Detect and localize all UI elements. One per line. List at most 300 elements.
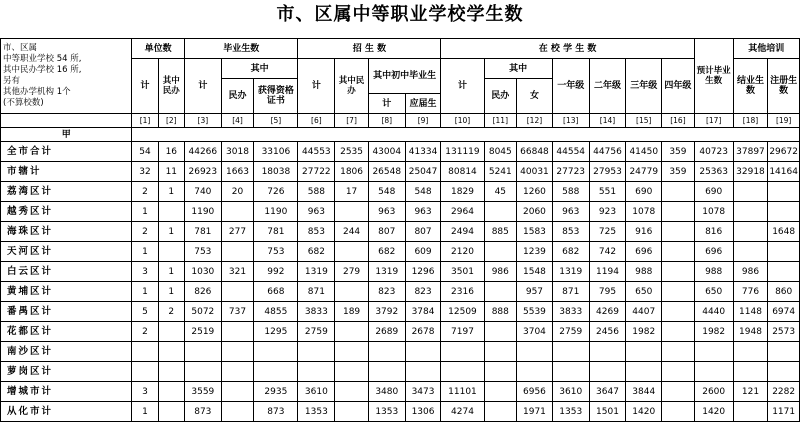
table-cell: 807 xyxy=(405,222,441,242)
table-cell: 44266 xyxy=(184,142,221,162)
table-cell: 1982 xyxy=(694,322,733,342)
table-cell xyxy=(552,362,589,382)
table-cell: 888 xyxy=(484,302,517,322)
table-cell xyxy=(662,402,695,422)
table-cell xyxy=(733,402,768,422)
table-cell: 3 xyxy=(132,262,158,282)
table-row xyxy=(1,222,800,242)
table-cell: 54 xyxy=(132,142,158,162)
jia-row xyxy=(1,128,800,142)
index-cell: [3] xyxy=(184,114,221,128)
index-cell: [15] xyxy=(626,114,662,128)
table-cell: 776 xyxy=(733,282,768,302)
table-cell: 853 xyxy=(552,222,589,242)
table-cell: 963 xyxy=(405,202,441,222)
table-cell xyxy=(254,362,298,382)
table-cell: 3784 xyxy=(405,302,441,322)
index-cell: [18] xyxy=(733,114,768,128)
table-cell: 1501 xyxy=(589,402,626,422)
index-cell: [19] xyxy=(768,114,800,128)
table-cell: 992 xyxy=(254,262,298,282)
table-cell xyxy=(662,382,695,402)
table-row xyxy=(1,342,800,362)
table-cell: 2964 xyxy=(441,202,484,222)
table-cell: 37897 xyxy=(733,142,768,162)
row-label: 越秀区计 xyxy=(1,202,132,222)
table-cell: 726 xyxy=(254,182,298,202)
table-cell: 1030 xyxy=(184,262,221,282)
table-cell: 2 xyxy=(132,182,158,202)
table-cell: 3610 xyxy=(298,382,335,402)
table-cell: 682 xyxy=(298,242,335,262)
table-row xyxy=(1,262,800,282)
table-cell: 873 xyxy=(184,402,221,422)
table-cell: 923 xyxy=(589,202,626,222)
row-label: 萝岗区计 xyxy=(1,362,132,382)
table-cell xyxy=(221,362,254,382)
table-cell xyxy=(768,182,800,202)
table-cell xyxy=(733,222,768,242)
table-cell xyxy=(405,342,441,362)
table-cell: 3792 xyxy=(368,302,405,322)
table-cell xyxy=(484,202,517,222)
table-cell: 1 xyxy=(158,282,184,302)
table-cell: 43004 xyxy=(368,142,405,162)
table-cell: 1 xyxy=(132,202,158,222)
table-cell xyxy=(662,182,695,202)
table-cell: 988 xyxy=(626,262,662,282)
table-cell: 871 xyxy=(552,282,589,302)
table-cell: 321 xyxy=(221,262,254,282)
index-cell: [11] xyxy=(484,114,517,128)
header-grade3: 三年级 xyxy=(626,59,662,114)
table-cell: 588 xyxy=(552,182,589,202)
student-stats-table xyxy=(0,38,800,422)
table-row xyxy=(1,382,800,402)
table-cell: 3501 xyxy=(441,262,484,282)
page-title: 市、区属中等职业学校学生数 xyxy=(276,4,524,25)
table-cell xyxy=(132,362,158,382)
table-cell: 40723 xyxy=(694,142,733,162)
table-cell: 957 xyxy=(517,282,553,302)
table-cell: 25363 xyxy=(694,162,733,182)
table-cell: 27723 xyxy=(552,162,589,182)
table-cell: 737 xyxy=(221,302,254,322)
header-junior-grad: 其中初中毕业生 xyxy=(368,59,441,94)
table-cell xyxy=(221,202,254,222)
table-cell xyxy=(662,202,695,222)
table-cell: 696 xyxy=(694,242,733,262)
table-cell xyxy=(768,362,800,382)
row-label: 荔湾区计 xyxy=(1,182,132,202)
table-cell xyxy=(132,342,158,362)
table-cell: 4440 xyxy=(694,302,733,322)
index-cell: [10] xyxy=(441,114,484,128)
table-cell xyxy=(589,362,626,382)
header-grad-total: 计 xyxy=(184,59,221,114)
table-cell xyxy=(298,362,335,382)
table-cell: 682 xyxy=(552,242,589,262)
header-grade1: 一年级 xyxy=(552,59,589,114)
table-cell: 27722 xyxy=(298,162,335,182)
table-cell: 2120 xyxy=(441,242,484,262)
index-cell: [1] xyxy=(132,114,158,128)
table-cell xyxy=(662,302,695,322)
table-cell: 244 xyxy=(335,222,369,242)
table-cell: 279 xyxy=(335,262,369,282)
table-cell xyxy=(662,262,695,282)
table-cell: 963 xyxy=(368,202,405,222)
header-unit-count: 单位数 xyxy=(132,39,185,59)
row-label: 从化市计 xyxy=(1,402,132,422)
table-cell: 4855 xyxy=(254,302,298,322)
table-cell xyxy=(335,382,369,402)
table-cell: 5 xyxy=(132,302,158,322)
table-cell: 753 xyxy=(254,242,298,262)
table-cell: 3480 xyxy=(368,382,405,402)
table-cell: 1194 xyxy=(589,262,626,282)
table-cell xyxy=(626,342,662,362)
header-expected-grad: 预计毕业生数 xyxy=(694,39,733,114)
table-cell: 1663 xyxy=(221,162,254,182)
header-unit-total: 计 xyxy=(132,59,158,114)
row-label: 天河区计 xyxy=(1,242,132,262)
table-cell: 277 xyxy=(221,222,254,242)
table-cell: 1295 xyxy=(254,322,298,342)
table-cell: 1 xyxy=(132,242,158,262)
table-cell xyxy=(335,362,369,382)
table-body xyxy=(1,142,800,422)
table-cell: 2759 xyxy=(552,322,589,342)
table-cell xyxy=(768,342,800,362)
table-cell: 650 xyxy=(694,282,733,302)
table-cell: 2689 xyxy=(368,322,405,342)
table-cell: 2535 xyxy=(335,142,369,162)
table-cell: 359 xyxy=(662,162,695,182)
row-label: 黄埔区计 xyxy=(1,282,132,302)
row-label: 白云区计 xyxy=(1,262,132,282)
table-row xyxy=(1,322,800,342)
table-cell: 11 xyxy=(158,162,184,182)
table-cell: 1948 xyxy=(733,322,768,342)
table-cell xyxy=(484,282,517,302)
table-cell: 27953 xyxy=(589,162,626,182)
table-row xyxy=(1,182,800,202)
table-cell xyxy=(158,322,184,342)
table-cell: 359 xyxy=(662,142,695,162)
table-cell: 823 xyxy=(368,282,405,302)
table-cell: 668 xyxy=(254,282,298,302)
table-cell: 1 xyxy=(132,282,158,302)
table-cell xyxy=(184,362,221,382)
table-cell: 986 xyxy=(733,262,768,282)
table-cell: 26923 xyxy=(184,162,221,182)
table-cell xyxy=(335,342,369,362)
table-cell: 1353 xyxy=(298,402,335,422)
header-school-private: 民办 xyxy=(484,79,517,114)
table-cell: 2935 xyxy=(254,382,298,402)
table-cell: 2519 xyxy=(184,322,221,342)
table-cell: 1078 xyxy=(694,202,733,222)
table-cell xyxy=(158,342,184,362)
table-cell: 2 xyxy=(132,322,158,342)
table-cell: 18038 xyxy=(254,162,298,182)
table-cell: 3 xyxy=(132,382,158,402)
table-cell: 823 xyxy=(405,282,441,302)
table-cell: 11101 xyxy=(441,382,484,402)
table-cell xyxy=(484,362,517,382)
table-cell: 1420 xyxy=(694,402,733,422)
table-cell xyxy=(335,202,369,222)
table-cell: 20 xyxy=(221,182,254,202)
table-cell xyxy=(626,362,662,382)
table-cell xyxy=(335,322,369,342)
table-cell: 131119 xyxy=(441,142,484,162)
table-cell: 725 xyxy=(589,222,626,242)
table-row xyxy=(1,142,800,162)
table-cell: 26548 xyxy=(368,162,405,182)
table-cell: 25047 xyxy=(405,162,441,182)
table-cell xyxy=(733,342,768,362)
header-school-total: 计 xyxy=(441,59,484,114)
table-cell: 2060 xyxy=(517,202,553,222)
table-cell xyxy=(484,322,517,342)
table-row xyxy=(1,202,800,222)
table-cell: 121 xyxy=(733,382,768,402)
header-enrollment: 招 生 数 xyxy=(298,39,441,59)
table-cell: 1 xyxy=(158,262,184,282)
table-cell xyxy=(484,342,517,362)
table-cell: 5072 xyxy=(184,302,221,322)
table-cell: 2282 xyxy=(768,382,800,402)
table-cell: 650 xyxy=(626,282,662,302)
table-cell: 3833 xyxy=(552,302,589,322)
table-cell: 5539 xyxy=(517,302,553,322)
header-grade4: 四年级 xyxy=(662,59,695,114)
row-label: 全市合计 xyxy=(1,142,132,162)
table-cell xyxy=(158,202,184,222)
index-cell: [5] xyxy=(254,114,298,128)
table-cell: 742 xyxy=(589,242,626,262)
table-cell xyxy=(768,262,800,282)
table-cell: 44756 xyxy=(589,142,626,162)
table-cell xyxy=(368,342,405,362)
table-cell: 3018 xyxy=(221,142,254,162)
table-cell xyxy=(484,382,517,402)
table-cell: 7197 xyxy=(441,322,484,342)
table-cell: 1 xyxy=(132,402,158,422)
table-cell: 3844 xyxy=(626,382,662,402)
index-cell: [9] xyxy=(405,114,441,128)
header-other-training: 其他培训 xyxy=(733,39,799,59)
table-cell xyxy=(441,362,484,382)
table-cell: 6974 xyxy=(768,302,800,322)
table-cell xyxy=(158,402,184,422)
table-cell xyxy=(733,362,768,382)
table-cell: 690 xyxy=(694,182,733,202)
index-cell: [6] xyxy=(298,114,335,128)
table-cell xyxy=(298,342,335,362)
header-school-female: 女 xyxy=(517,79,553,114)
table-cell xyxy=(405,362,441,382)
table-cell xyxy=(441,342,484,362)
table-cell: 1548 xyxy=(517,262,553,282)
table-cell: 44553 xyxy=(298,142,335,162)
table-cell xyxy=(158,362,184,382)
table-cell: 32918 xyxy=(733,162,768,182)
table-cell: 14164 xyxy=(768,162,800,182)
table-cell: 1648 xyxy=(768,222,800,242)
table-cell xyxy=(552,342,589,362)
table-description: 市、区属 中等职业学校 54 所, 其中民办学校 16 所, 另有 其他办学机构 1个 (不算校数) xyxy=(1,39,132,114)
index-cell: [16] xyxy=(662,114,695,128)
table-cell: 988 xyxy=(694,262,733,282)
table-cell: 1296 xyxy=(405,262,441,282)
table-cell xyxy=(484,402,517,422)
table-cell: 1982 xyxy=(626,322,662,342)
table-cell: 1171 xyxy=(768,402,800,422)
table-cell: 548 xyxy=(368,182,405,202)
index-cell: [4] xyxy=(221,114,254,128)
table-cell xyxy=(517,362,553,382)
table-cell: 2 xyxy=(158,302,184,322)
table-cell xyxy=(254,342,298,362)
table-row xyxy=(1,282,800,302)
table-cell: 1319 xyxy=(368,262,405,282)
table-cell xyxy=(158,242,184,262)
table-cell: 1 xyxy=(158,222,184,242)
table-cell: 2759 xyxy=(298,322,335,342)
table-cell xyxy=(662,282,695,302)
table-row xyxy=(1,402,800,422)
table-cell: 24779 xyxy=(626,162,662,182)
table-cell: 44554 xyxy=(552,142,589,162)
table-cell xyxy=(662,322,695,342)
table-cell: 33106 xyxy=(254,142,298,162)
table-cell: 189 xyxy=(335,302,369,322)
jia-label: 甲 xyxy=(1,128,132,142)
table-cell: 1353 xyxy=(368,402,405,422)
row-label: 市辖计 xyxy=(1,162,132,182)
table-cell: 3833 xyxy=(298,302,335,322)
table-cell: 2456 xyxy=(589,322,626,342)
table-cell xyxy=(221,342,254,362)
header-fresh-grad: 应届生 xyxy=(405,94,441,114)
header-graduates: 毕业生数 xyxy=(184,39,298,59)
header-grad-certificate: 获得资格证书 xyxy=(254,79,298,114)
table-cell: 41450 xyxy=(626,142,662,162)
header-grad-of-which: 其中 xyxy=(221,59,298,79)
table-cell xyxy=(694,342,733,362)
row-label: 番禺区计 xyxy=(1,302,132,322)
table-cell xyxy=(335,402,369,422)
table-cell: 2316 xyxy=(441,282,484,302)
header-enroll-total: 计 xyxy=(298,59,335,114)
header-registered: 注册生数 xyxy=(768,59,800,114)
table-cell: 1078 xyxy=(626,202,662,222)
row-label: 海珠区计 xyxy=(1,222,132,242)
table-cell: 2600 xyxy=(694,382,733,402)
table-cell xyxy=(184,342,221,362)
table-cell xyxy=(662,242,695,262)
table-cell: 66848 xyxy=(517,142,553,162)
table-cell xyxy=(768,202,800,222)
table-cell xyxy=(517,342,553,362)
table-cell: 781 xyxy=(254,222,298,242)
table-cell: 1353 xyxy=(552,402,589,422)
table-cell: 4274 xyxy=(441,402,484,422)
table-cell: 826 xyxy=(184,282,221,302)
table-cell: 45 xyxy=(484,182,517,202)
table-cell xyxy=(484,242,517,262)
table-cell xyxy=(221,282,254,302)
table-cell: 682 xyxy=(368,242,405,262)
table-cell: 860 xyxy=(768,282,800,302)
table-cell: 548 xyxy=(405,182,441,202)
header-completed: 结业生数 xyxy=(733,59,768,114)
table-cell: 696 xyxy=(626,242,662,262)
row-label: 增城市计 xyxy=(1,382,132,402)
table-cell: 5241 xyxy=(484,162,517,182)
header-in-school: 在 校 学 生 数 xyxy=(441,39,694,59)
table-cell xyxy=(662,362,695,382)
table-cell: 1829 xyxy=(441,182,484,202)
table-cell xyxy=(158,382,184,402)
table-cell: 40031 xyxy=(517,162,553,182)
table-cell xyxy=(733,202,768,222)
table-cell: 871 xyxy=(298,282,335,302)
table-cell: 3610 xyxy=(552,382,589,402)
table-cell: 873 xyxy=(254,402,298,422)
table-cell: 1306 xyxy=(405,402,441,422)
table-cell: 740 xyxy=(184,182,221,202)
table-cell xyxy=(221,322,254,342)
table-row xyxy=(1,362,800,382)
table-cell: 885 xyxy=(484,222,517,242)
index-cell: [17] xyxy=(694,114,733,128)
table-cell xyxy=(733,182,768,202)
table-cell xyxy=(662,222,695,242)
table-cell: 3647 xyxy=(589,382,626,402)
table-cell: 816 xyxy=(694,222,733,242)
table-cell xyxy=(733,242,768,262)
table-row xyxy=(1,242,800,262)
table-row xyxy=(1,302,800,322)
table-cell: 32 xyxy=(132,162,158,182)
table-cell: 1260 xyxy=(517,182,553,202)
table-cell xyxy=(221,402,254,422)
table-cell: 2678 xyxy=(405,322,441,342)
table-cell: 609 xyxy=(405,242,441,262)
table-cell: 41334 xyxy=(405,142,441,162)
table-cell: 3704 xyxy=(517,322,553,342)
table-cell: 1420 xyxy=(626,402,662,422)
table-cell: 807 xyxy=(368,222,405,242)
index-cell: [2] xyxy=(158,114,184,128)
header-enroll-private: 其中民办 xyxy=(335,59,369,114)
table-cell: 80814 xyxy=(441,162,484,182)
table-cell xyxy=(221,242,254,262)
table-cell: 1319 xyxy=(552,262,589,282)
table-cell: 12509 xyxy=(441,302,484,322)
table-cell: 17 xyxy=(335,182,369,202)
table-cell xyxy=(768,242,800,262)
table-cell: 2494 xyxy=(441,222,484,242)
row-label: 南沙区计 xyxy=(1,342,132,362)
table-cell: 1319 xyxy=(298,262,335,282)
table-cell: 8045 xyxy=(484,142,517,162)
table-cell xyxy=(221,382,254,402)
